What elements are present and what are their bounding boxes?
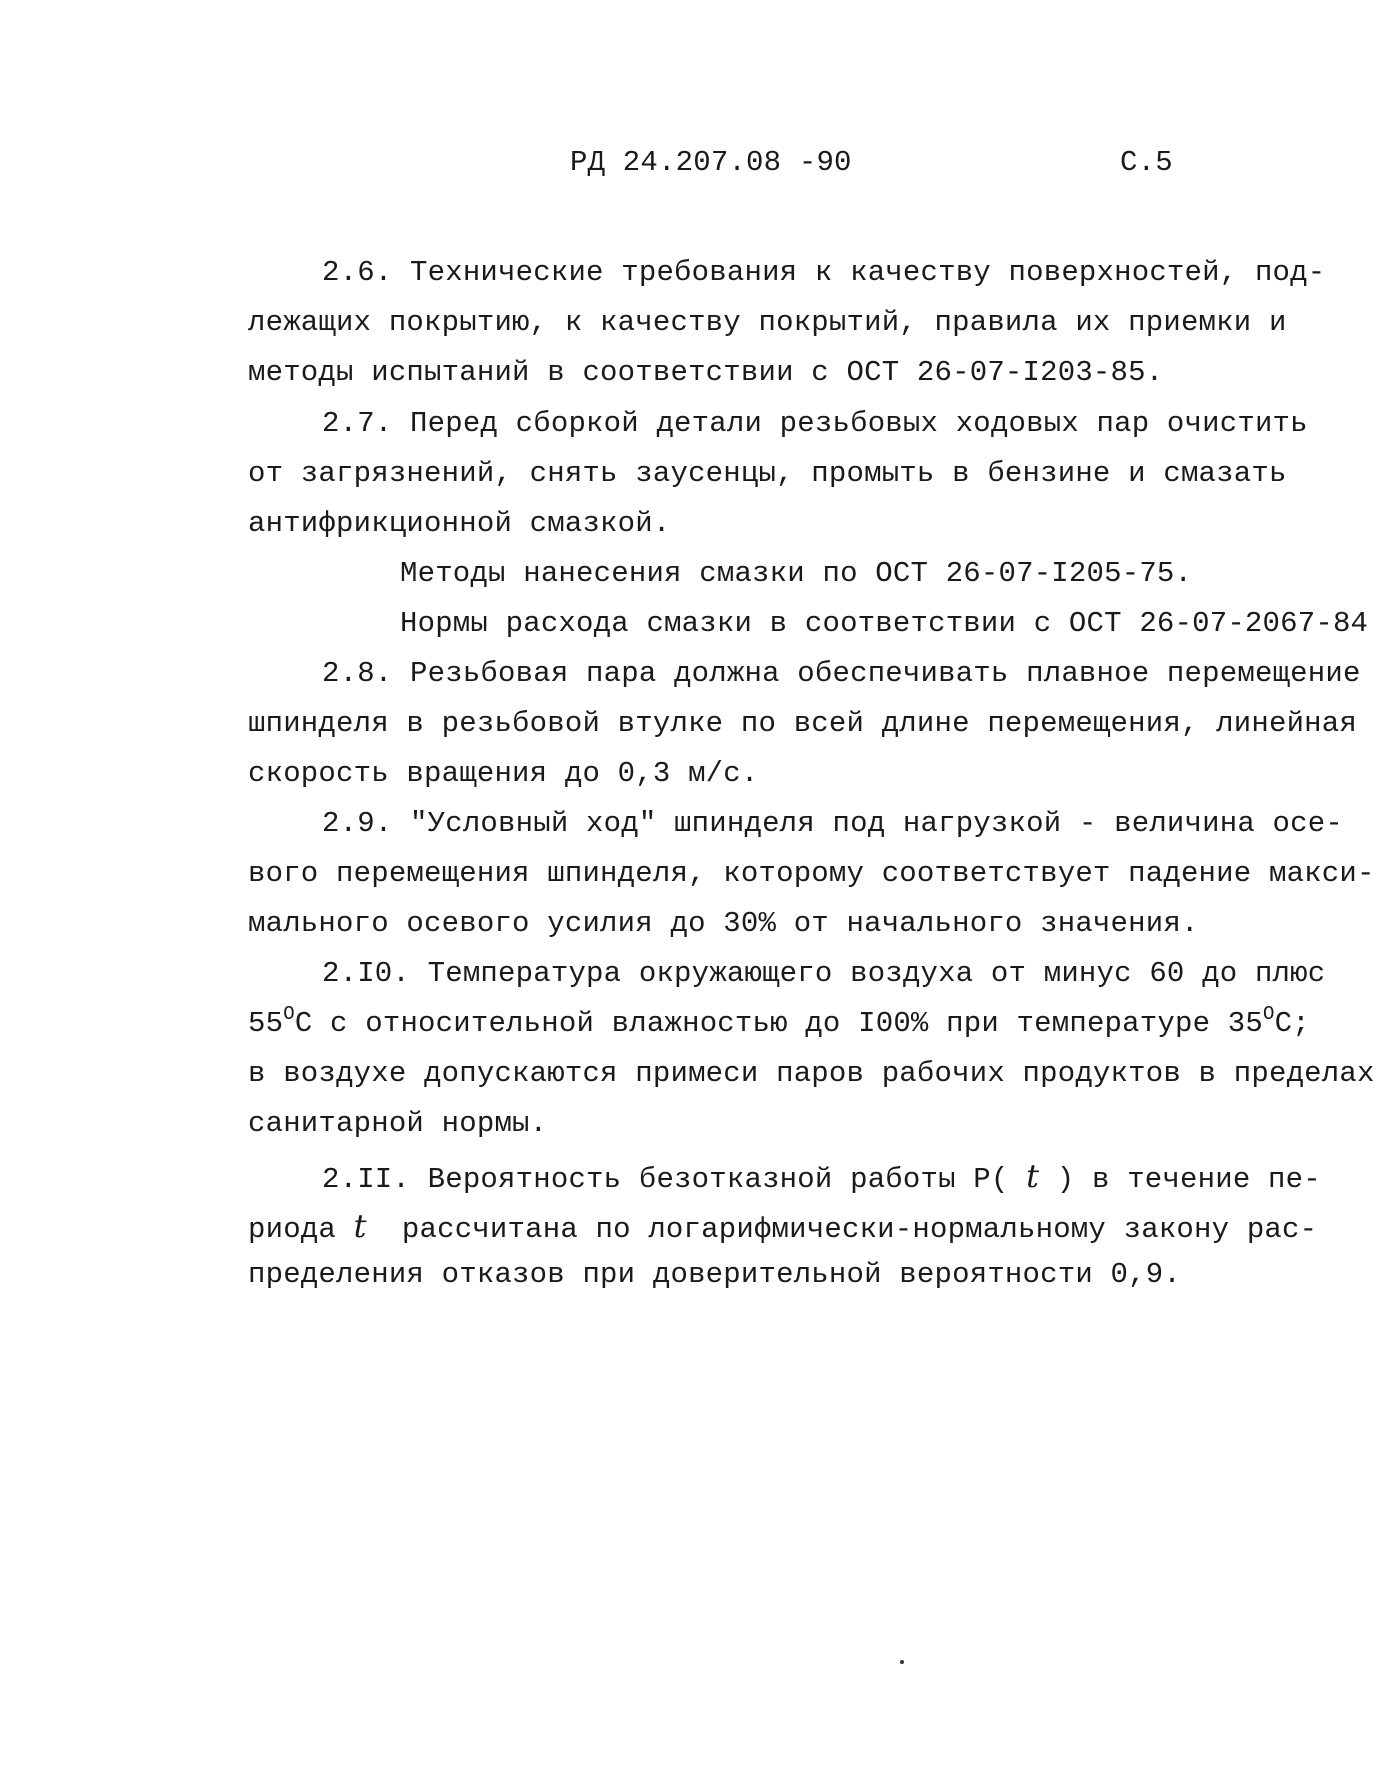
paragraph-2-11-line-1: 2.II. Вероятность безотказной работы Р( t ) в течение пе-: [322, 1157, 1321, 1196]
page-number: С.5: [1120, 146, 1173, 179]
paragraph-2-7-line-2: от загрязнений, снять заусенцы, промыть в бензине и смазать: [248, 457, 1287, 490]
paragraph-2-10-line-3: в воздухе допускаются примеси паров рабочих продуктов в пределах: [248, 1057, 1375, 1090]
degree-superscript: О: [1262, 1003, 1275, 1025]
paragraph-2-11-line-2: риода t рассчитана по логарифмически-нормальному закону рас-: [248, 1207, 1318, 1246]
time-variable: t: [1026, 1157, 1040, 1195]
paragraph-2-9-line-3: мального осевого усилия до 30% от начального значения.: [248, 907, 1199, 940]
paragraph-2-6-line-2: лежащих покрытию, к качеству покрытий, правила их приемки и: [248, 306, 1287, 339]
paragraph-2-10-line-1: 2.I0. Температура окружающего воздуха от минус 60 до плюс: [322, 957, 1326, 990]
paragraph-2-7-line-1: 2.7. Перед сборкой детали резьбовых ходовых пар очистить: [322, 407, 1308, 440]
paragraph-2-8-line-2: шпинделя в резьбовой втулке по всей длине перемещения, линейная: [248, 707, 1357, 740]
paragraph-2-6-line-1: 2.6. Технические требования к качеству поверхностей, под-: [322, 256, 1326, 289]
paragraph-2-10-line-4: санитарной нормы.: [248, 1107, 548, 1140]
paragraph-2-7-line-5: Нормы расхода смазки в соответствии с ОСТ 26-07-2067-84: [400, 607, 1369, 640]
paragraph-2-9-line-2: вого перемещения шпинделя, которому соответствует падение макси-: [248, 857, 1375, 890]
paragraph-2-8-line-3: скорость вращения до 0,3 м/с.: [248, 757, 759, 790]
paragraph-2-9-line-1: 2.9. "Условный ход" шпинделя под нагрузкой - величина осе-: [322, 807, 1343, 840]
paragraph-2-10-line-2: $55^ОС$ с относительной влажностью до I00% при температуре $35^ОС$;: [248, 1003, 1310, 1040]
paragraph-2-6-line-3: методы испытаний в соответствии с ОСТ 26-07-I203-85.: [248, 356, 1164, 389]
paragraph-2-7-line-4: Методы нанесения смазки по ОСТ 26-07-I205-75.: [400, 557, 1193, 590]
scan-speck: [900, 1660, 904, 1664]
degree-superscript: О: [283, 1003, 295, 1025]
document-number: РД 24.207.08 -90: [570, 146, 852, 179]
time-variable: t: [353, 1207, 367, 1245]
paragraph-2-8-line-1: 2.8. Резьбовая пара должна обеспечивать плавное перемещение: [322, 657, 1361, 690]
paragraph-2-7-line-3: антифрикционной смазкой.: [248, 507, 671, 540]
paragraph-2-11-line-3: пределения отказов при доверительной вероятности 0,9.: [248, 1258, 1181, 1291]
